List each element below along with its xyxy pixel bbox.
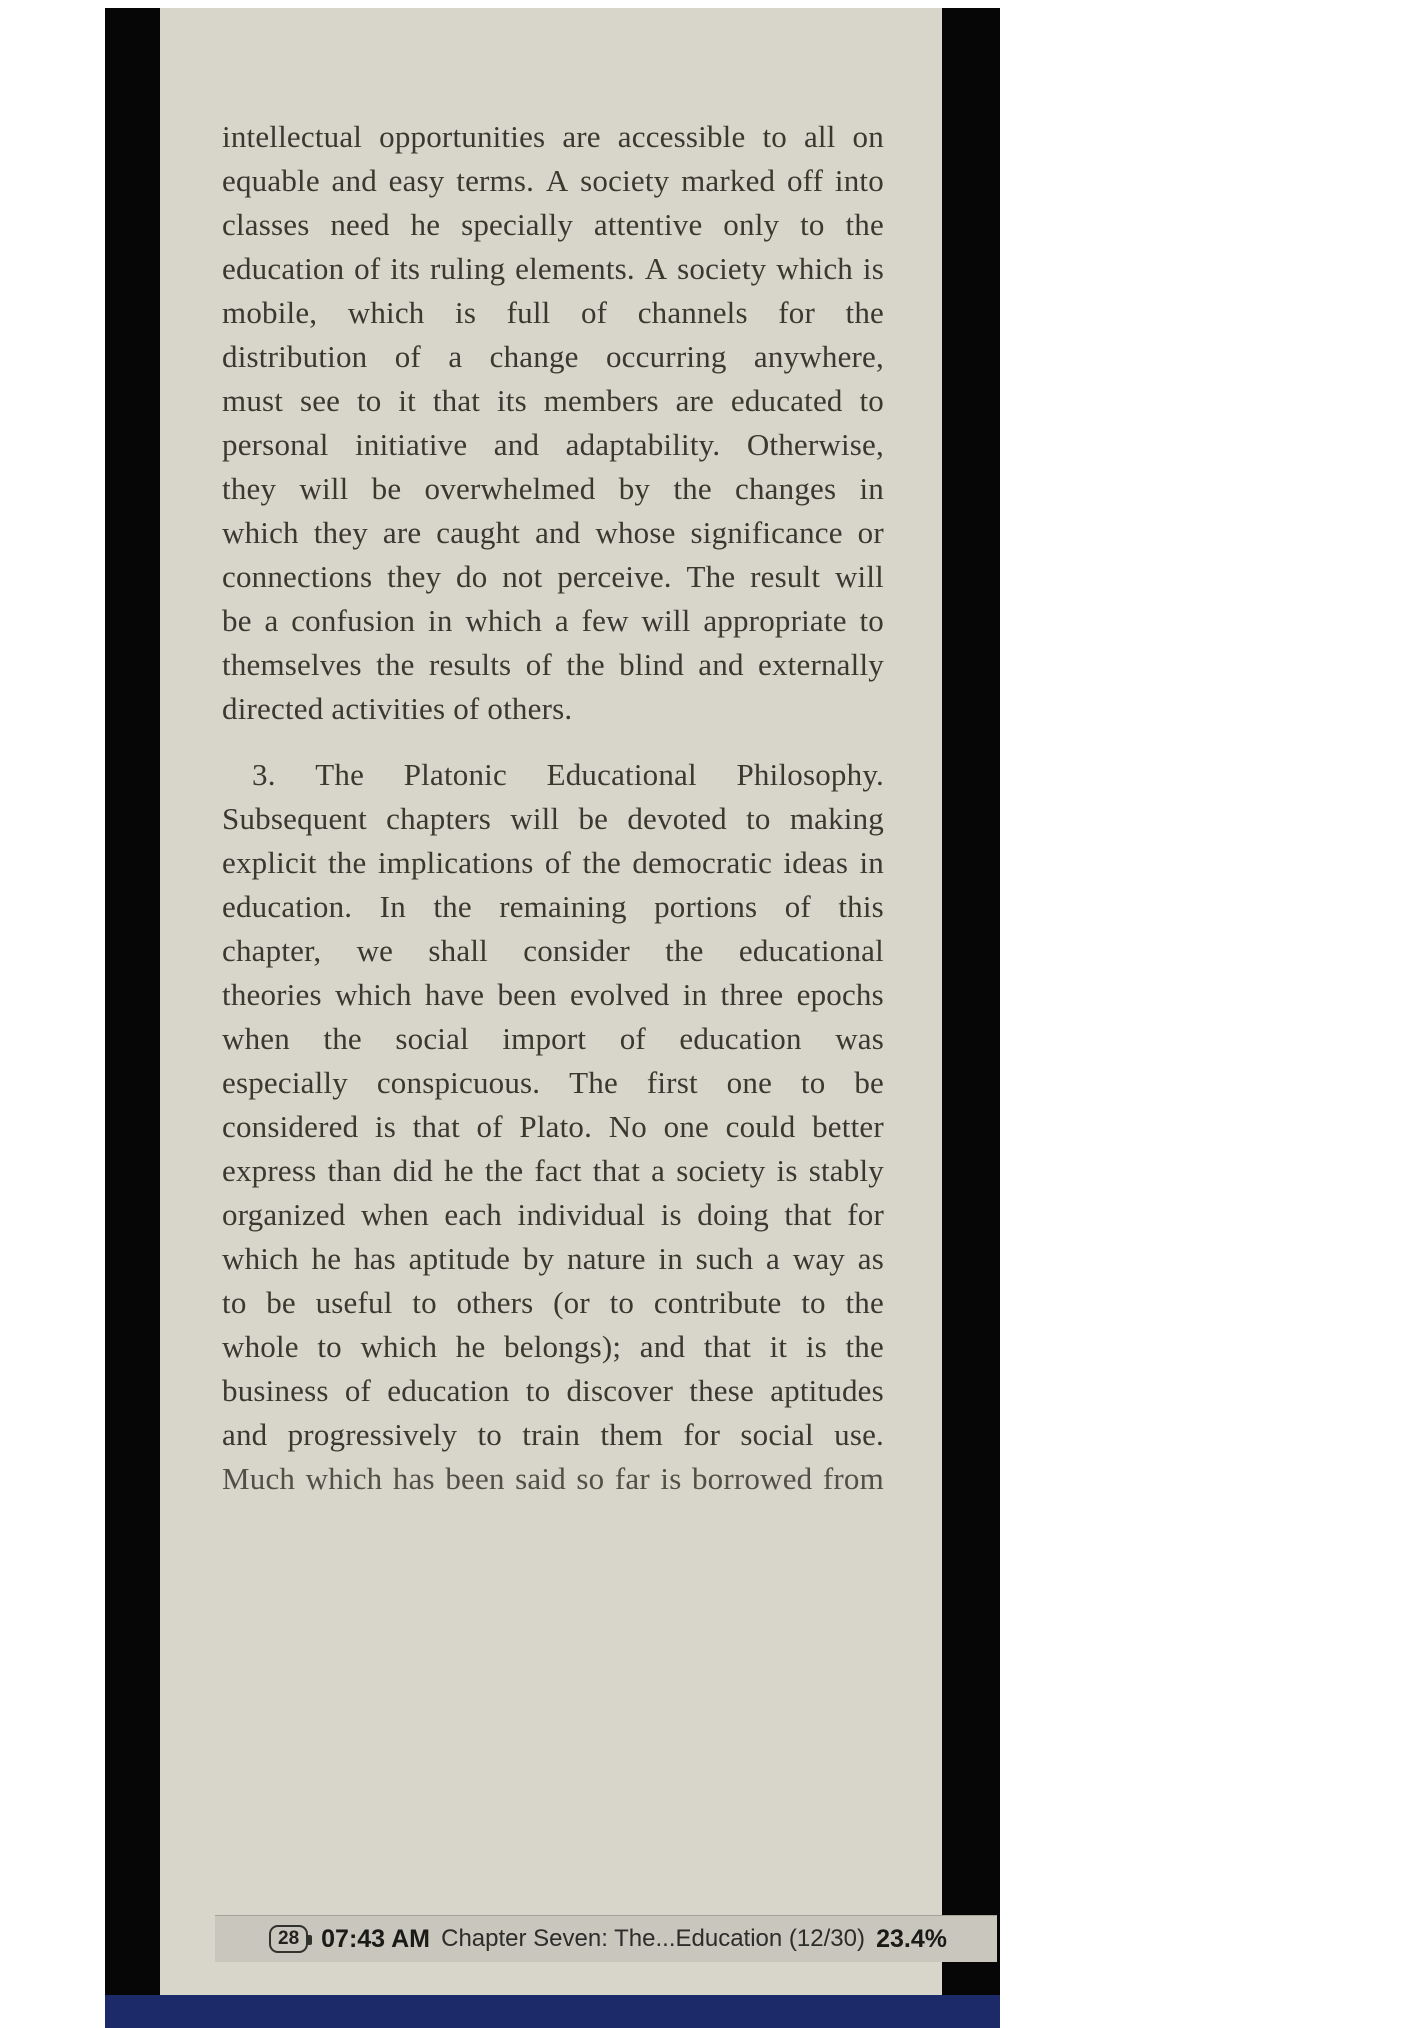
clipped-next-line (222, 1457, 884, 1496)
text-line: education. In the remaining portions of this (222, 889, 884, 924)
text-line: personal initiative and adaptability. Otherwise, (222, 427, 884, 462)
device-screen (105, 8, 1000, 2028)
text-line: theories which have been evolved in three epochs (222, 977, 884, 1012)
text-line: mobile, which is full of channels for the (222, 295, 884, 330)
text-line: explicit the implications of the democratic ideas in (222, 845, 884, 880)
text-line: intellectual opportunities are accessible to all on (222, 119, 884, 154)
text-line: whole to which he belongs); and that it is the (222, 1329, 884, 1364)
paragraphs-container (222, 115, 884, 1457)
text-line: they will be overwhelmed by the changes in (222, 471, 884, 506)
text-line: distribution of a change occurring anywhere, (222, 339, 884, 374)
text-line: themselves the results of the blind and externally (222, 647, 884, 682)
text-line: must see to it that its members are educated to (222, 383, 884, 418)
left-letterbox-bar (105, 8, 160, 1995)
status-left-group (269, 1925, 430, 1954)
text-line: which he has aptitude by nature in such a way as (222, 1241, 884, 1276)
status-bar (215, 1915, 997, 1962)
text-line: Subsequent chapters will be devoted to making (222, 801, 884, 836)
text-line: classes need he specially attentive only to the (222, 207, 884, 242)
text-line: especially conspicuous. The first one to be (222, 1065, 884, 1100)
text-line: be a confusion in which a few will appropriate to (222, 603, 884, 638)
battery-icon (269, 1925, 308, 1953)
text-line: chapter, we shall consider the educational (222, 933, 884, 968)
text-line: Much which has been said so far is borrowed from (222, 1461, 884, 1496)
text-line: education of its ruling elements. A society which is (222, 251, 884, 286)
clock-time: 07:43 AM (321, 1924, 430, 1953)
nav-bar (105, 1995, 1000, 2028)
text-line: and progressively to train them for social use. (222, 1417, 884, 1452)
text-line: directed activities of others. (222, 691, 573, 726)
paragraph (222, 115, 884, 731)
text-line: when the social import of education was (222, 1021, 884, 1056)
text-line: connections they do not perceive. The result will (222, 559, 884, 594)
text-line: to be useful to others (or to contribute to the (222, 1285, 884, 1320)
paragraph (222, 753, 884, 1457)
text-line: considered is that of Plato. No one could better (222, 1109, 884, 1144)
reading-progress: 23.4% (876, 1924, 947, 1953)
text-line: express than did he the fact that a society is stably (222, 1153, 884, 1188)
battery-level: 28 (278, 1928, 300, 1949)
text-block (222, 115, 884, 1496)
text-line: which they are caught and whose significance or (222, 515, 884, 550)
right-letterbox-bar (942, 8, 1000, 1995)
reader-page[interactable] (160, 8, 947, 1995)
text-line: 3. The Platonic Educational Philosophy. (252, 757, 884, 792)
text-line: organized when each individual is doing that for (222, 1197, 884, 1232)
chapter-title: Chapter Seven: The...Education (12/30) (441, 1925, 865, 1952)
text-line: equable and easy terms. A society marked off into (222, 163, 884, 198)
text-line: business of education to discover these aptitudes (222, 1373, 884, 1408)
